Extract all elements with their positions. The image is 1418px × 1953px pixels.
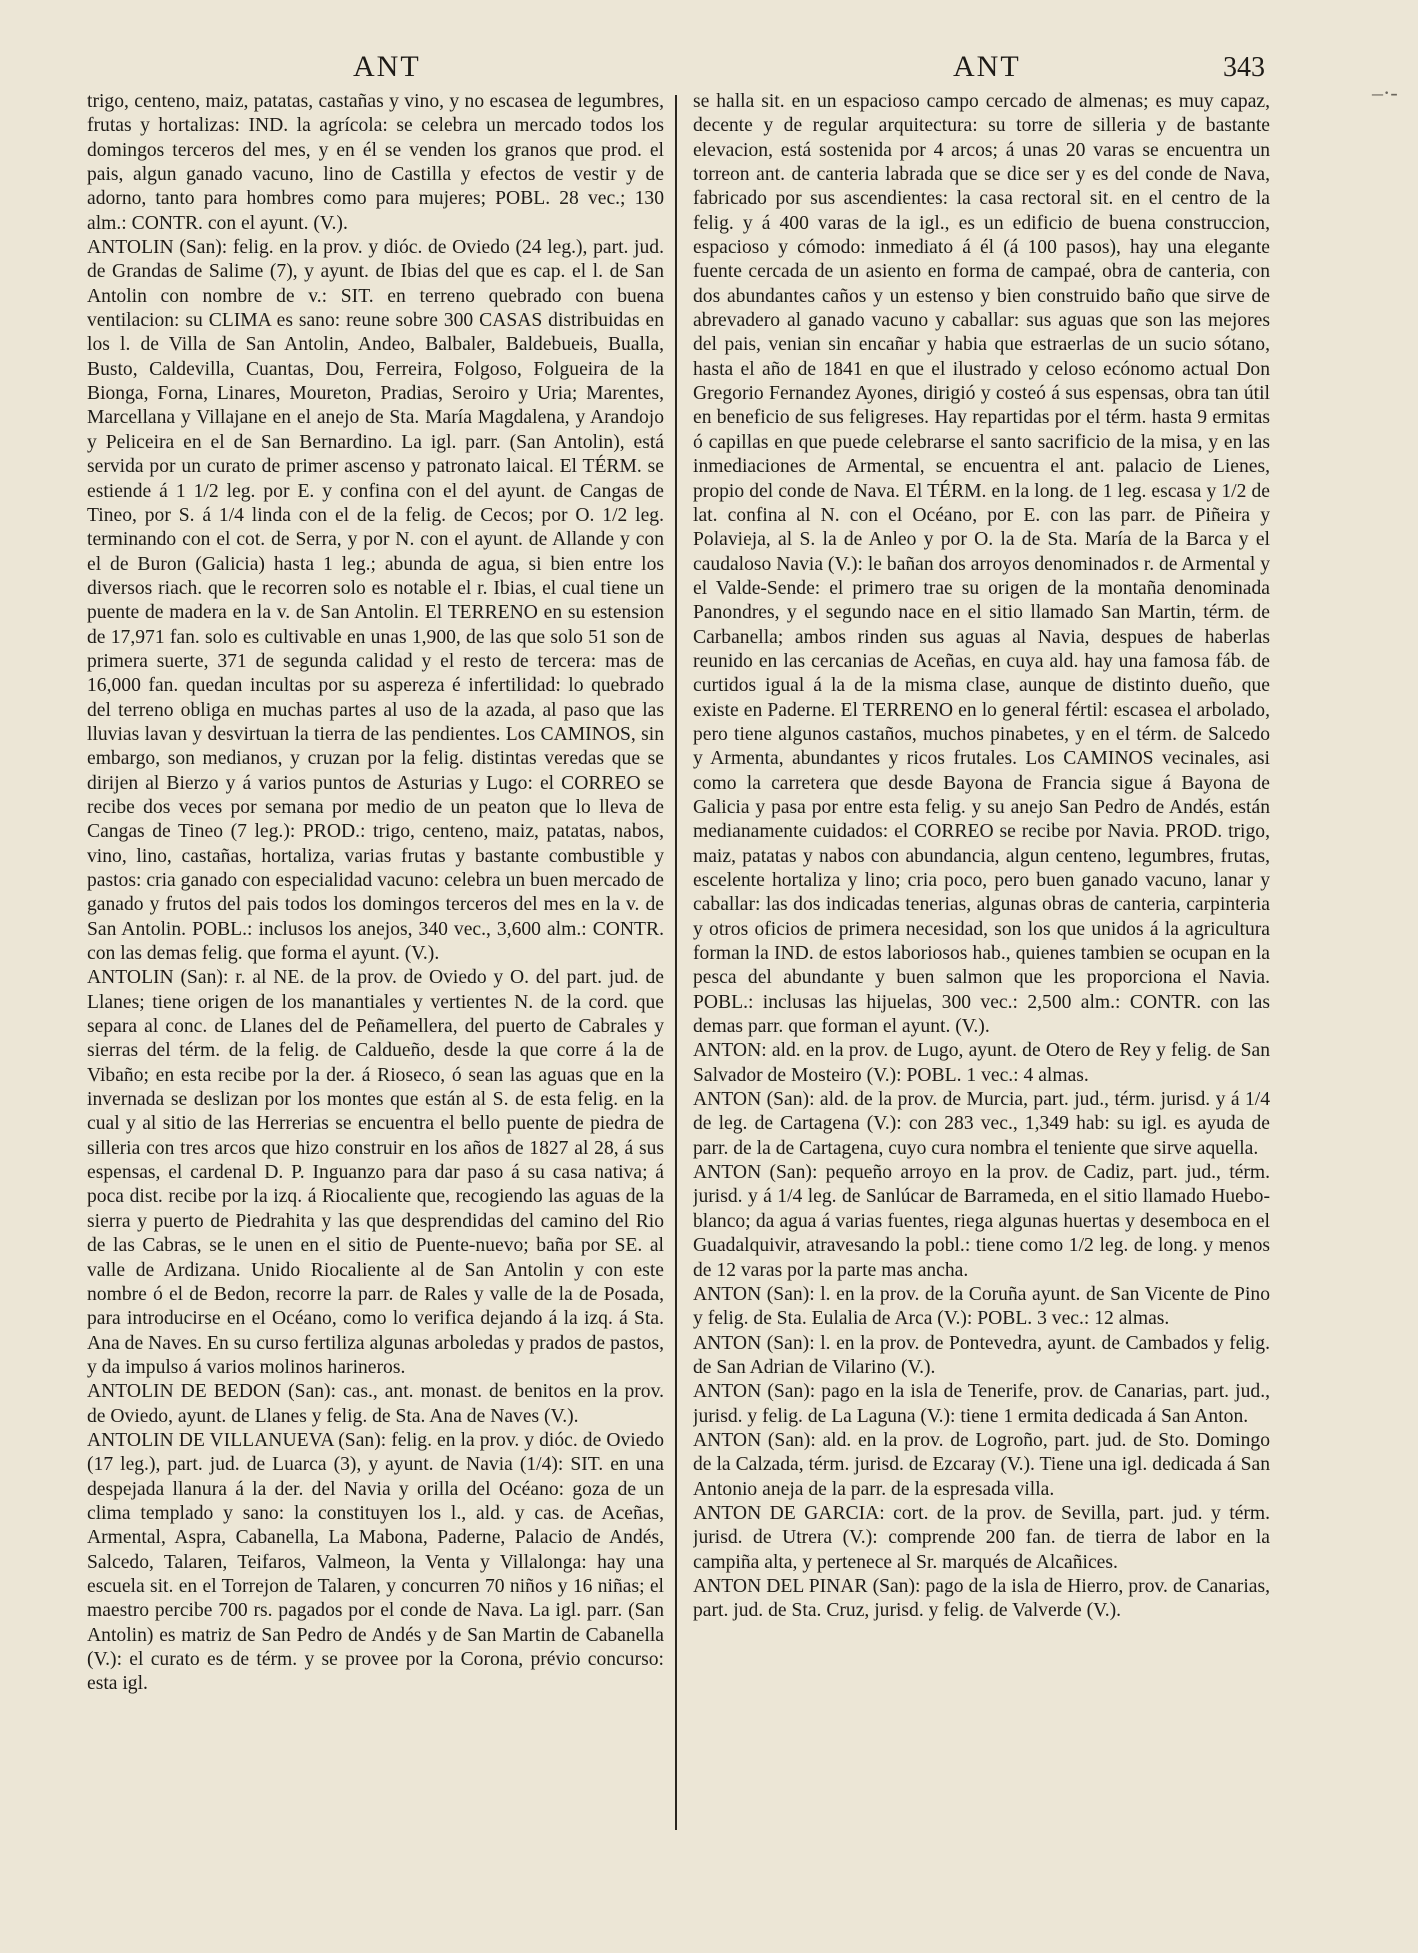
entry-antolin-de-bedon: ANTOLIN DE BEDON (San): cas., ant. monast. de benitos en la prov. de Oviedo, ayunt. de Llanes y felig. de Sta. Ana de Naves (V.). — [87, 1381, 664, 1427]
entry-anton-cadiz: ANTON (San): pequeño arroyo en la prov. de Cadiz, part. jud., térm. jurisd. y á 1/4 leg. de Sanlúcar de Barrameda, en el sitio llamado Huebo-blanco; da agua á varias fuentes, riega algunas huertas y desemboca en el Guadalquivir, atravesando la pobl.: tiene como 1/2 leg. de long. y menos de 12 varas por la parte mas ancha. — [693, 1162, 1270, 1281]
left-column — [87, 90, 664, 1920]
entry-anton-de-garcia: ANTON DE GARCIA: cort. de la prov. de Sevilla, part. jud. y térm. jurisd. de Utrera (V.): comprende 200 fan. de tierra de labor en la campiña alta, y pertenece al Sr. marqués de Alcañices. — [693, 1502, 1270, 1573]
entry-anton-murcia: ANTON (San): ald. de la prov. de Murcia, part. jud., térm. jurisd. y á 1/4 de leg. de Cartagena (V.): con 283 vec., 1,349 hab: su igl. es ayuda de parr. de la de Cartagena, cuyo cura nombra el teniente que sirve aquella. — [693, 1089, 1270, 1159]
column-divider — [675, 95, 677, 1830]
entry-antolin-ibias: ANTOLIN (San): felig. en la prov. y dióc. de Oviedo (24 leg.), part. jud. de Grandas de Salime (7), y ayunt. de Ibias del que es cap. el l. de San Antolin con nombre de v.: SIT. en terreno quebrado con buena ventilacion: su CLIMA es sano: reune sobre 300 CASAS distribuidas en los l. de Villa de San Antolin, Andeo, Balbaler, Baldebueis, Bualla, Busto, Caldevilla, Cuantas, Dou, Ferreira, Folgoso, Folgueira de la Bionga, Forna, Linares, Moureton, Pradias, Seroiro y Uria; Marentes, Marcellana y Villajane en el anejo de Sta. María Magdalena, y Arandojo y Peliceira en el de San Bernardino. La igl. parr. (San Antolin), está servida por un curato de primer ascenso y patronato laical. El TÉRM. se estiende á 1 1/2 leg. por E. y confina con el del ayunt. de Cangas de Tineo, por S. á 1/4 linda con el de la felig. de Cecos; por O. 1/2 leg. terminando con el cot. de Serra, y por N. con el ayunt. de Allande y con el de Buron (Galicia) hasta 1 leg.; abunda de agua, si bien entre los diversos riach. que le recorren solo es notable el r. Ibias, el cual tiene un puente de madera en la v. de San Antolin. El TERRENO en su estension de 17,971 fan. solo es cultivable en unas 1,900, de las que solo 51 son de primera suerte, 371 de segunda calidad y el resto de tercera: mas de 16,000 fan. quedan incultas por su aspereza é infertilidad: lo quebrado del terreno obliga en muchas partes al uso de la azada, al paso que las lluvias lavan y desvirtuan la tierra de las pendientes. Los CAMINOS, sin embargo, son medianos, y cruzan por la felig. distintas veredas que se dirijen al Bierzo y á varios puntos de Asturias y Lugo: el CORREO se recibe dos veces por semana por medio de un peaton que lo lleva de Cangas de Tineo (7 leg.): PROD.: trigo, centeno, maiz, patatas, nabos, vino, lino, castañas, hortaliza, varias frutas y bastante combustible y pastos: cria ganado con especialidad vacuno: celebra un buen mercado de ganado y frutos del pais todos los domingos terceros del mes en la v. de San Antolin. POBL.: inclusos los anejos, 340 vec., 3,600 alm.: CONTR. con las demas felig. que forma el ayunt. (V.). — [87, 237, 664, 965]
entry-anton-pontevedra: ANTON (San): l. en la prov. de Pontevedra, ayunt. de Cambados y felig. de San Adrian de Vilarino (V.). — [693, 1332, 1270, 1378]
entry-villanueva-continued: se halla sit. en un espacioso campo cercado de almenas; es muy capaz, decente y de regular arquitectura: su torre de silleria y de bastante elevacion, está sostenida por 4 arcos; á unas 20 varas se encuentra un torreon ant. de canteria labrada que se dice ser y es del conde de Nava, fabricado por sus ascendientes: la casa rectoral sit. en el centro de la felig. y á 400 varas de la igl., es un edificio de buena construccion, espacioso y cómodo: inmediato á él (á 100 pasos), hay una elegante fuente cercada de un asiento en forma de campaé, obra de canteria, con dos abundantes caños y un estenso y bien construido baño que sirve de abrevadero al ganado vacuno y caballar: sus aguas que son las mejores del pais, venian sin encañar y habia que estraerlas de un sucio sótano, hasta el año de 1841 en que el ilustrado y celoso ecónomo actual Don Gregorio Fernandez Ayones, dirigió y costeó á sus espensas, obra tan útil en beneficio de sus feligreses. Hay repartidas por el térm. hasta 9 ermitas ó capillas en que puede celebrarse el santo sacrificio de la misa, y en las inmediaciones de Armental, se encuentra el ant. palacio de Lienes, propio del conde de Nava. El TÉRM. en la long. de 1 leg. escasa y 1/2 de lat. confina al N. con el Océano, por E. con las parr. de Piñeira y Polavieja, al S. la de Anleo y por O. la de Sta. María de la Barca y el caudaloso Navia (V.): le bañan dos arroyos denominados r. de Armental y el Valde-Sende: el primero trae su origen de la montaña denominada Panondres, y el segundo nace en el sitio llamado San Martin, térm. de Carbanella; ambos rinden sus aguas al Navia, despues de haberlas reunido en las cercanias de Aceñas, en cuya ald. hay una famosa fáb. de curtidos igual á la de la misma clase, aunque de distinto dueño, que existe en Paderne. El TERRENO en lo general fértil: escasea el arbolado, pero tiene algunos castaños, muchos pinabetes, y en el térm. de Salcedo y Armenta, abundantes y ricos frutales. Los CAMINOS vecinales, asi como la carretera que desde Bayona de Francia sigue á Bayona de Galicia y pasa por entre esta felig. y su anejo San Pedro de Andés, están medianamente cuidados: el CORREO se recibe por Navia. PROD. trigo, maiz, patatas y nabos con abundancia, algun centeno, legumbres, frutas, escelente hortaliza y lino; cria poco, pero buen ganado vacuno, lanar y caballar: las dos indicadas tenerias, algunas obras de canteria, carpinteria y otros oficios de primera necesidad, son los que unidos á la agricultura forman la IND. de estos laboriosos hab., quienes tambien se ocupan en la pesca del abundante y buen salmon que les proporciona el Navia. POBL.: inclusas las hijuelas, 300 vec.: 2,500 alm.: CONTR. con las demas parr. que forman el ayunt. (V.). — [693, 91, 1270, 1038]
entry-continuation: trigo, centeno, maiz, patatas, castañas y vino, y no escasea de legumbres, frutas y hortalizas: IND. la agrícola: se celebra un mercado todos los domingos terceros del mes, y en él se venden los granos que prod. el pais, algun ganado vacuno, lino de Castilla y efectos de vestir y de adorno, tanto para hombres como para mujeres; POBL. 28 vec.; 130 alm.: CONTR. con el ayunt. (V.). — [87, 91, 664, 234]
left-running-head: ANT — [353, 50, 421, 83]
page-header — [85, 50, 1265, 94]
right-column — [693, 90, 1270, 1920]
entry-antolin-river: ANTOLIN (San): r. al NE. de la prov. de Oviedo y O. del part. jud. de Llanes; tiene origen de los manantiales y vertientes N. de la cord. que separa al conc. de Llanes del de Peñamellera, del puerto de Cabrales y sierras del térm. de la felig. de Caldueño, desde la que corre á la de Vibaño; en esta recibe por la der. á Rioseco, ó sean las aguas que en la invernada se deslizan por los montes que están al S. de esta felig. en la cual y al sitio de las Herrerias se encuentra el bello puente de piedra de silleria con tres arcos que hizo construir en los años de 1827 al 28, á sus espensas, el cardenal D. P. Inguanzo para dar paso á su casa nativa; á poca dist. recibe por la izq. á Riocaliente que, recogiendo las aguas de la sierra y puerto de Piedrahita y las que desprendidas del camino del Rio de las Cabras, se le unen en el sitio de Puente-nuevo; baña por SE. al valle de Ardizana. Unido Riocaliente al de San Antolin y con este nombre ó el de Bedon, recorre la parr. de Rales y valle de la de Posada, para introducirse en el Océano, como lo verifica dejando á la izq. á Sta. Ana de Naves. En su curso fertiliza algunas arboledas y prados de pastos, y da impulso á varios molinos harineros. — [87, 967, 664, 1378]
entry-anton-lugo: ANTON: ald. en la prov. de Lugo, ayunt. de Otero de Rey y felig. de San Salvador de Mosteiro (V.): POBL. 1 vec.: 4 almas. — [693, 1040, 1270, 1086]
entry-anton-tenerife: ANTON (San): pago en la isla de Tenerife, prov. de Canarias, part. jud., jurisd. y felig. de La Laguna (V.): tiene 1 ermita dedicada á San Anton. — [693, 1381, 1270, 1427]
page-number: 343 — [1223, 52, 1265, 83]
right-running-head: ANT — [953, 50, 1021, 83]
entry-antolin-de-villanueva: ANTOLIN DE VILLANUEVA (San): felig. en la prov. y dióc. de Oviedo (17 leg.), part. jud. de Luarca (3), y ayunt. de Navia (1/4): SIT. en una despejada llanura á la der. del Navia y orilla del Océano: goza de un clima templado y sano: la constituyen los l., ald. y cas. de Aceñas, Armental, Aspra, Cabanella, La Mabona, Paderne, Palacio de Andés, Salcedo, Talaren, Teifaros, Valmeon, la Venta y Villalonga: hay una escuela sit. en el Torrejon de Talaren, y concurren 70 niños y 16 niñas; el maestro percibe 700 rs. pagados por el conde de Nava. La igl. parr. (San Antolin) es matriz de San Pedro de Andés y de San Martin de Cabanella (V.): el curato es de térm. y se provee por la Corona, prévio concurso: esta igl. — [87, 1429, 664, 1695]
entry-anton-del-pinar: ANTON DEL PINAR (San): pago de la isla de Hierro, prov. de Canarias, part. jud. de Sta. Cruz, jurisd. y felig. de Valverde (V.). — [693, 1575, 1270, 1622]
entry-anton-logrono: ANTON (San): ald. en la prov. de Logroño, part. jud. de Sto. Domingo de la Calzada, térm. jurisd. de Ezcaray (V.). Tiene una igl. dedicada á San Antonio aneja de la parr. de la espresada villa. — [693, 1429, 1270, 1500]
edge-mark: –·- — [1372, 80, 1398, 105]
entry-anton-coruna: ANTON (San): l. en la prov. de la Coruña ayunt. de San Vicente de Pino y felig. de Sta. Eulalia de Arca (V.): POBL. 3 vec.: 12 almas. — [693, 1283, 1270, 1330]
